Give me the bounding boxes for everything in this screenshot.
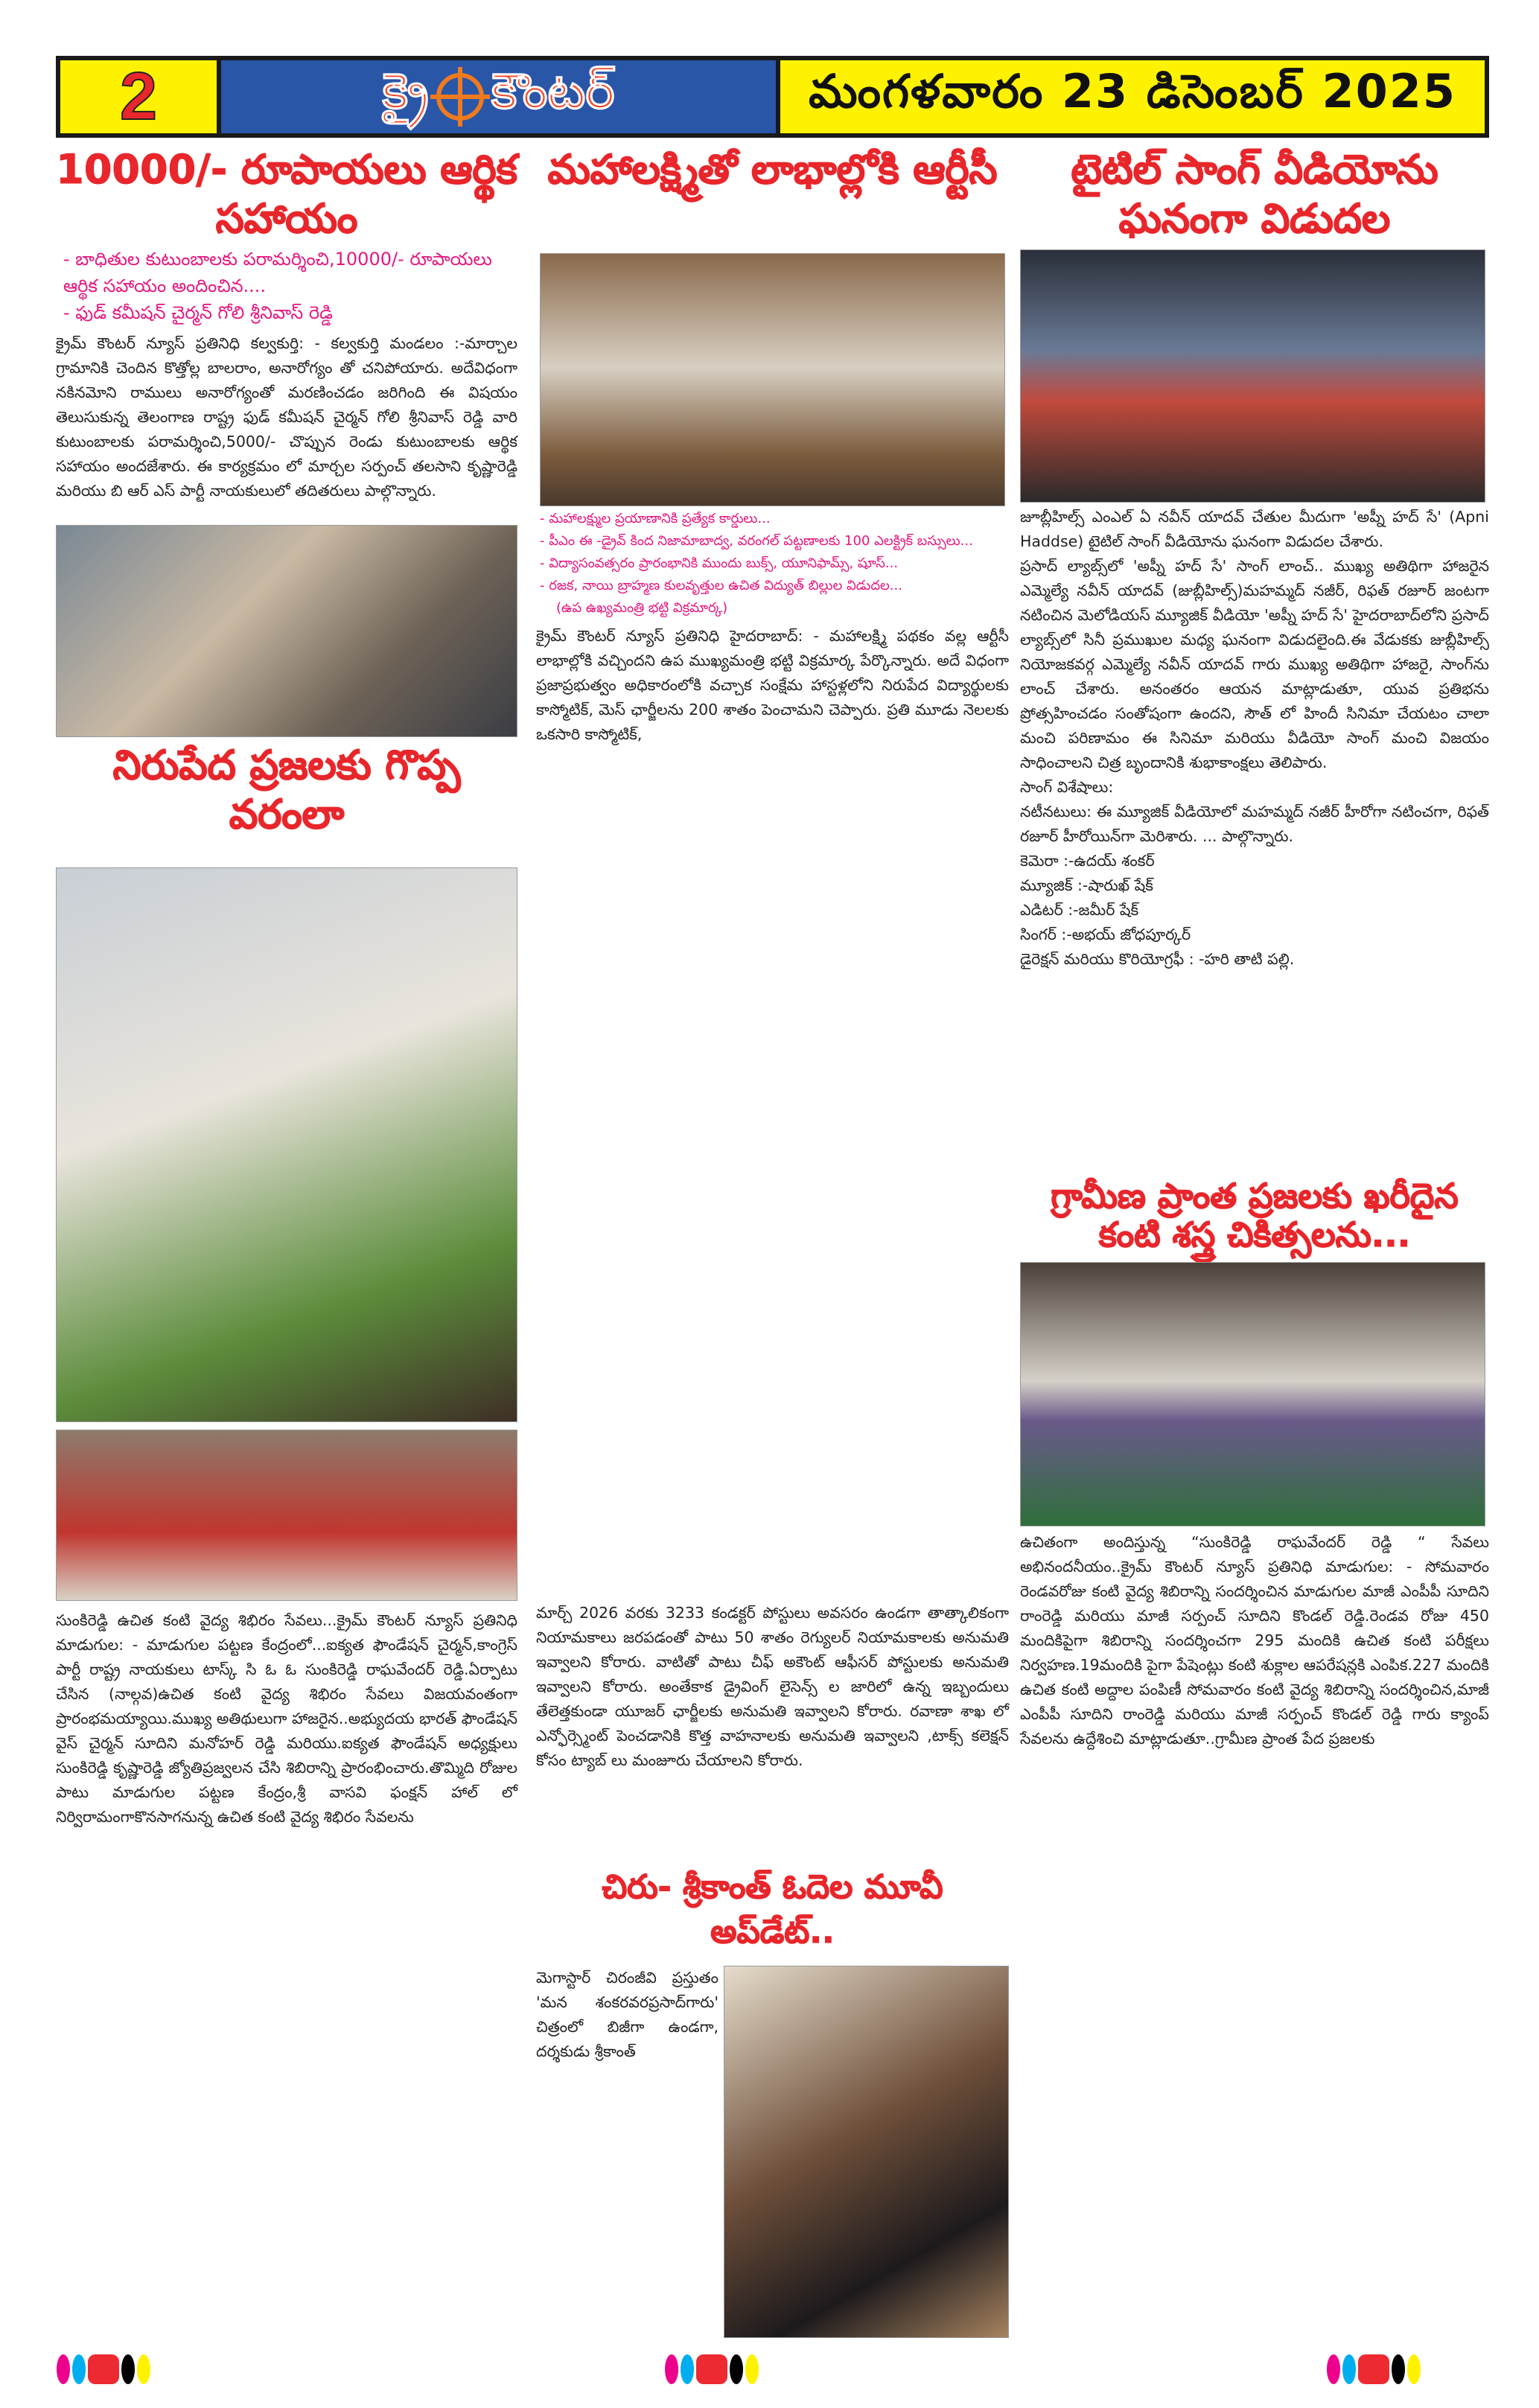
credit: డైరెక్షన్ మరియు కొరియోగ్రఫీ : -హరి తాటి పల్లి. xyxy=(1020,950,1295,968)
headline-eye-surgery: గ్రామీణ ప్రాంత ప్రజలకు ఖరీదైన కంటి శస్త్ర చికిత్సలను... xyxy=(1051,1176,1459,1255)
article-body-end: మార్చ్ 2026 వరకు 3233 కండక్టర్ పోస్టులు అవసరం ఉండగా తాత్కాలికంగా నియామకాలు జరపడంతో పాటు 50 శాతం రెగ్యులర్ నియామకాలకు అనుమతి ఇవ్వాలని కోరారు. వాటితో పాటు చీఫ్ అకౌంట్ ఆఫీసర్ పోస్టులకు అనుమతి ఇవ్వాలని కోరారు. అంతేకాక డ్రైవింగ్ లైసెన్స్ ల జారిలో ఉన్న ఇబ్బందులు తేలెత్తకుండా యూజర్ ఛార్జీలకు అనుమతి ఇవ్వాలని కోరారు. రవాణా శాఖ లో ఎన్ఫోర్స్మెంట్ పెంచడానికి కొత్త వాహనాలకు అనుమతి ఇవ్వాలని ,టాక్స్ కలెక్షన్ కోసం ట్యాబ్ లు మంజూరు చేయాలని కోరారు. xyxy=(536,1604,1009,1769)
article-body: క్రైమ్ కౌంటర్ న్యూస్ ప్రతినిధి కల్వకుర్తి: - కల్వకుర్తి మండలం :-మార్చాల గ్రామానికి చెందిన కొత్తోల్ల బాలరాం, అనారోగ్యం తో చనిపోయారు. అదేవిధంగా నకినమోని రాములు అనారోగ్యంతో మరణించడం జరిగింది ఈ విషయం తెలుసుకున్న తెలంగాణ రాష్ట్ర ఫుడ్ కమీషన్ చైర్మన్ గోలి శ్రీనివాస్ రెడ్డి వారి కుటుంబాలకు పరామర్శించి,5000/- చొప్పున రెండు కుటుంబాలకు ఆర్థిక సహాయం అందజేశారు. ఈ కార్యక్రమం లో మార్చల సర్పంచ్ తలసాని కృష్ణారెడ్డి మరియు బి ఆర్ ఎస్ పార్టీ నాయకులులో తదితరులు పాల్గొన్నారు. xyxy=(56,334,517,500)
headline-rtc-profit: మహాలక్ష్మితో లాభాల్లోకి ఆర్టీసీ xyxy=(547,146,998,193)
bullet: - రజక, నాయి బ్రాహ్మణ కులవృత్తుల ఉచిత విద్యుత్ బిల్లుల విడుదల... xyxy=(540,578,902,593)
para: నటీనటులు: ఈ మ్యూజిక్ వీడియోలో మహమ్మద్ నజీర్ హీరోగా నటించగా, రిఫత్ రజూర్ హీరోయిన్‌గా మెరిశారు. ... పాల్గొన్నారు. xyxy=(1020,803,1489,845)
para: ప్రసాద్ ల్యాబ్స్‌లో 'అప్నీ హద్ సే' సాంగ్ లాంచ్.. ముఖ్య అతిథిగా హాజరైన ఎమ్మెల్యే నవీన్ యాదవ్ (జుబ్లీహిల్స్)మహమ్మద్ నజీర్, రిఫత్ రజూర్ జంటగా నటించిన మెలోడియస్ మ్యూజిక్ వీడియో 'అప్నీ హద్ సే' హైదరాబాద్‌లోని ప్రసాద్ ల్యాబ్స్‌లో సినీ ప్రముఖుల మధ్య ఘనంగా విడుదలైంది.ఈ వేడుకకు జుబ్లీహిల్స్ నియోజకవర్గ ఎమ్మెల్యే నవీన్ యాదవ్ గారు ముఖ్య అతిథిగా హాజరై, సాంగ్‌ను లాంచ్ చేశారు. అనంతరం ఆయన మాట్లాడుతూ, యువ ప్రతిభను ప్రోత్సహించడం సంతోషంగా ఉందని, సౌత్ లో హిందీ సినిమా చేయటం చాలా మంచి పరిణామం ఈ సినిమా మరియు వీడియో సాంగ్ మంచి విజయం సాధించాలని చిత్ర బృందానికి శుభాకాంక్షలు తెలిపారు. xyxy=(1020,557,1489,771)
photo-aid-handover xyxy=(56,525,517,737)
subhead: - బాధితుల కుటుంబాలకు పరామర్శించి,10000/- రూపాయలు ఆర్థిక సహాయం అందించిన.... xyxy=(63,249,492,296)
photo-eye-camp-crowd xyxy=(56,1430,517,1601)
registration-marks xyxy=(57,2354,150,2384)
article-body xyxy=(1020,505,1489,972)
article-body: సుంకిరెడ్డి ఉచిత కంటి వైద్య శిభిరం సేవలు...క్రైమ్ కౌంటర్ న్యూస్ ప్రతినిధి మాడుగుల: - మాడుగుల పట్టణ కేంద్రంలో...ఐక్యత ఫౌండేషన్ చైర్మన్,కాంగ్రెస్ పార్టీ రాష్ట్ర నాయకులు టాస్క్ సి ఓ ఓ సుంకిరెడ్డి రాఘవేందర్ రెడ్డి.ఏర్పాటు చేసిన (నాల్గవ)ఉచిత కంటి వైద్య శిభిరం సేవలు విజయవంతంగా ప్రారంభమయ్యాయి.ముఖ్య అతిథులుగా హాజరైన..అభ్యుదయ భారత్ ఫౌండేషన్ వైస్ చైర్మన్ సూదిని మనోహర్ రెడ్డి మరియు.ఐక్యత ఫౌండేషన్ అధ్యక్షులు సుంకిరెడ్డి కృష్ణారెడ్డి జ్యోతిప్రజ్వలన చేసి శిబిరాన్ని ప్రారంభించారు.తొమ్మిది రోజుల పాటు మాడుగుల పట్టణ కేంద్రం,శ్రీ వాసవి ఫంక్షన్ హాల్ లో నిర్విరామంగాకొనసాగనున్న ఉచిత కంటి వైద్య శిభిరం సేవలను xyxy=(56,1611,517,1826)
headline-chiru-movie: చిరు- శ్రీకాంత్ ఓదెల మూవీ అప్‌డేట్.. xyxy=(602,1868,943,1951)
section-label: సాంగ్ విశేషాలు: xyxy=(1020,778,1114,796)
photo-eye-camp-guests xyxy=(1020,1262,1485,1526)
headline-financial-aid: 10000/- రూపాయలు ఆర్థిక సహాయం xyxy=(56,146,517,242)
bullets-rtc xyxy=(540,508,1009,619)
masthead xyxy=(56,56,1489,138)
headline-title-song: టైటిల్ సాంగ్ వీడియోను ఘనంగా విడుదల xyxy=(1071,146,1438,242)
page-number: 2 xyxy=(60,60,217,133)
logo-text-left: క్రై xyxy=(382,62,429,120)
registration-marks xyxy=(1327,2354,1421,2384)
issue-date: మంగళవారం 23 డిసెంబర్ 2025 xyxy=(780,60,1485,133)
subheads-financial-aid xyxy=(63,246,517,326)
bullet: - విద్యాసంవత్సరం ప్రారంభానికి ముందు బుక్స్, యూనిఫామ్స్, షూస్... xyxy=(540,555,899,571)
headline-eye-camp: నిరుపేద ప్రజలకు గొప్ప వరంలా xyxy=(112,742,461,838)
para: జూబ్లీహిల్స్ ఎంఎల్ ఏ నవీన్ యాదవ్ చేతుల మీదుగా 'అప్నీ హద్ సే' (Apni Haddse) టైటిల్ సాంగ్ వీడియోను ఘనంగా విడుదల చేశారు. xyxy=(1020,508,1489,550)
bullet: - పీఎం ఈ -డ్రైవ్ కింద నిజామాబాద్వ, వరంగల్ పట్టణాలకు 100 ఎలక్ట్రిక్ బస్సులు... xyxy=(540,533,973,549)
subhead: - ఫుడ్ కమీషన్ చైర్మన్ గోలి శ్రీనివాస్ రెడ్డి xyxy=(63,302,333,323)
photo-song-launch xyxy=(1020,249,1485,503)
credit: ఎడిటర్ :-జమీర్ షేక్ xyxy=(1020,901,1139,919)
article-body: మెగాస్టార్ చిరంజీవి ప్రస్తుతం 'మన శంకరవరప్రసాద్‌గారు' చిత్రంలో బిజీగా ఉండగా, దర్శకుడు శ్రీకాంత్ xyxy=(536,1969,718,2060)
credit: సింగర్ :-అభయ్ జోధపూర్కర్ xyxy=(1020,926,1191,943)
logo-text-right: కౌంటర్ xyxy=(491,62,615,120)
credit: కెమెరా :-ఉదయ్ శంకర్ xyxy=(1020,852,1155,870)
bullet: - మహాలక్ష్ముల ప్రయాణానికి ప్రత్యేక కార్డులు... xyxy=(540,511,771,526)
registration-marks xyxy=(665,2354,759,2384)
bullet-attribution: (ఉప ఉఖ్యమంత్రి భట్టి విక్రమార్క) xyxy=(556,600,728,616)
photo-chiranjeevi-srikanth xyxy=(724,1966,1009,2338)
crosshair-icon xyxy=(436,73,484,121)
article-body: క్రైమ్ కౌంటర్ న్యూస్ ప్రతినిధి హైదరాబాద్: - మహాలక్ష్మి పథకం వల్ల ఆర్టీసీ లాభాల్లోకి వచ్చిందని ఉప ముఖ్యమంత్రి భట్టి విక్రమార్క పేర్కొన్నారు. అదే విధంగా ప్రజాప్రభుత్వం అధికారంలోకి వచ్చాక సంక్షేమ హాస్టళ్లలోని నిరుపేద విద్యార్థులకు కాస్మోటిక్, మెస్ ఛార్జీలను 200 శాతం పెంచామని చెప్పారు. ప్రతి మూడు నెలలకు ఒకసారి కాస్మోటిక్, xyxy=(536,627,1009,743)
credit: మ్యూజిక్ :-షారుఖ్ షేక్ xyxy=(1020,876,1153,894)
photo-review-meeting xyxy=(540,253,1005,506)
photo-lamp-lighting xyxy=(56,867,517,1422)
newspaper-logo xyxy=(221,60,776,133)
article-body: ఉచితంగా అందిస్తున్న “సుంకిరెడ్డి రాఘవేందర్ రెడ్డి “ సేవలు అభినందనీయం..క్రైమ్ కౌంటర్ న్యూస్ ప్రతినిధి మాడుగుల: - సోమవారం రెండవరోజు కంటి వైద్య శిబిరాన్ని సందర్శించిన మాడుగుల మాజీ ఎంపీపీ సూదిని రాంరెడ్డి మరియు మాజీ సర్పంచ్ సూదిని కొండల్ రెడ్డి.రెండవ రోజు 450 మందికిపైగా శిబిరాన్ని సందర్శించగా 295 మందికి ఉచిత కంటి పరీక్షలు నిర్వహణ.19మందికి పైగా పేషెంట్లు కంటి శుక్లాల ఆపరేషన్లకి ఎంపిక.227 మందికి ఉచిత కంటి అద్దాల పంపిణీ సోమవారం కంటి వైద్య శిబిరాన్ని సందర్శించిన,మాజీ ఎంపీపీ సూదిని రాంరెడ్డి మరియు మాజీ సర్పంచ్ కొండల్ రెడ్డి గారు క్యాంప్ సేవలను ఉద్దేశించి మాట్లాడుతూ..గ్రామీణ ప్రాంత పేద ప్రజలకు xyxy=(1020,1533,1489,1748)
